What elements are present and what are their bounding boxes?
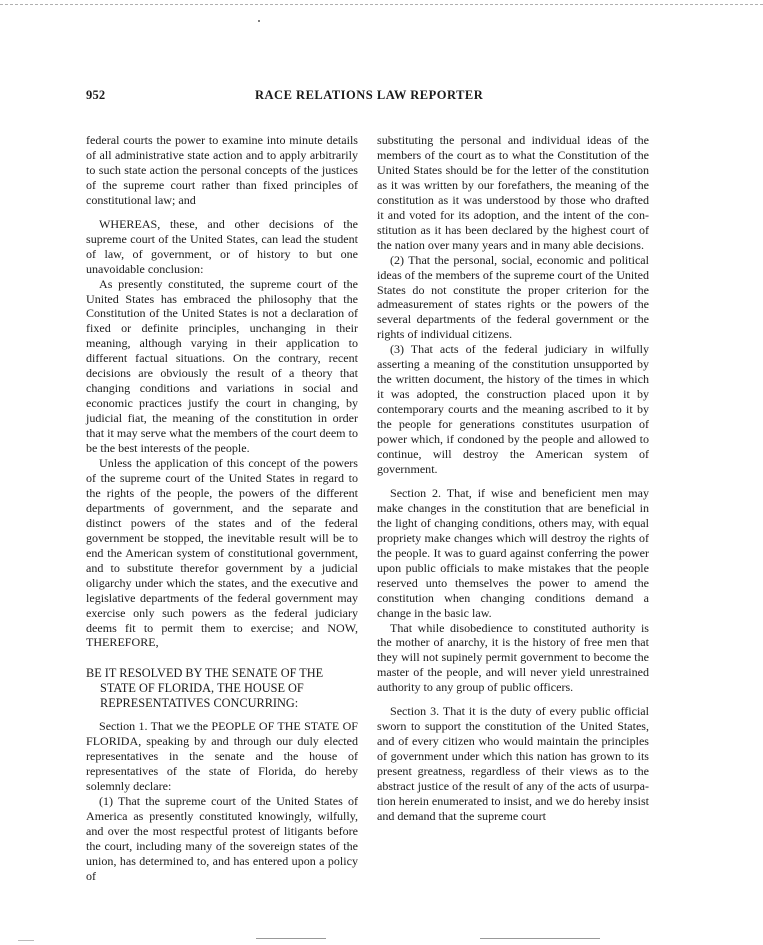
- running-title: RACE RELATIONS LAW REPORTER: [255, 88, 484, 102]
- paragraph: Section 1. That we the PEOPLE OF THE STATE OF FLORIDA, speaking by and through our duly elected representatives in the senate and the house of representatives of the state of Florida, do hereby solemnly declare:: [86, 719, 358, 794]
- paragraph: (2) That the personal, social, economic and political ideas of the members of the supreme court of the United States do not constitute the proper criterion for the admeasurement of states rights or the powers of the several departments of the federal government or the rights of individual citizens.: [377, 252, 649, 342]
- paragraph: federal courts the power to examine into minute details of all administrative state action and to apply arbitrarily to such state action the personal concepts of the justices of the supreme court rather than fixed principles of constitutional law; and: [86, 133, 358, 207]
- paragraph: Section 3. That it is the duty of every public official sworn to support the constitution of the United States, and of every citizen who would maintain the principles of government under which this nation has grown to its present greatness, regardless of their views as to the abstract justice of the result of any of the acts of usurpation herein enumerated to insist, and we do hereby insist and demand that the supreme court: [377, 704, 649, 823]
- scan-speck: [258, 20, 260, 22]
- resolution-heading: [86, 666, 358, 711]
- right-column: [377, 133, 649, 824]
- paragraph: WHEREAS, these, and other decisions of the supreme court of the United States, can lead the student of law, of government, or of history to but one unavoidable conclusion:: [86, 216, 358, 276]
- resolution-heading-line: REPRESENTATIVES CONCURRING:: [100, 696, 299, 711]
- paragraph: That while disobedience to constituted authority is the mother of anarchy, it is the history of free men that they will not supinely permit government to become the master of the people, and will never yield unrestrained authority to any group of public officers.: [377, 620, 649, 695]
- paragraph: (1) That the supreme court of the United States of America as presently constituted knowingly, wilfully, and over the most respectful protest of litigants before the court, including many of the sovereign states of the union, has determined to, and has entered upon a policy of: [86, 794, 358, 883]
- paragraph: Unless the application of this concept of the powers of the supreme court of the United States in regard to the rights of the people, the powers of the different departments of government, and the separate and distinct powers of the states and of the federal government be stopped, the inevitable result will be to end the American system of constitutional government, and to substitute therefor government by a judicial oligarchy under which the states, and the executive and legislative departments of the federal government may exercise only such powers as the federal judiciary deems fit to permit them to exercise; and NOW, THEREFORE,: [86, 456, 358, 650]
- scan-top-border: [0, 4, 763, 5]
- paragraph: (3) That acts of the federal judiciary in wilfully asserting a meaning of the constitution unsupported by the written document, the history of the times in which it was adopted, the construction placed upon it by contemporary courts and the meaning ascribed to it by the people for generations constitutes usurpation of power which, if condoned by the people and allowed to continue, will destroy the American system of government.: [377, 342, 649, 476]
- scan-margin-mark: [18, 940, 34, 941]
- footer-rule: [480, 938, 600, 939]
- resolution-heading-line: BE IT RESOLVED BY THE SENATE OF THE: [86, 666, 324, 681]
- paragraph: substituting the personal and individual ideas of the members of the court as to what the Constitution of the United States should be for the letter of the constitution as it was written by our forefathers, the meaning of the constitution as it was understood by those who drafted it and voted for its adoption, and the intent of the constitution as it has been declared by the highest court of the nation over many years and in many able decisions.: [377, 133, 649, 252]
- paragraph: Section 2. That, if wise and beneficient men may make changes in the constitution that are beneficial in the light of changing conditions, others may, with equal propriety make changes which will destroy the rights of the people. It was to guard against conferring the power upon public officials to make mistakes that the people reserved unto themselves the power to amend the constitution when changing conditions demand a change in the basic law.: [377, 485, 649, 620]
- paragraph: As presently constituted, the supreme court of the United States has embraced the philosophy that the Constitution of the United States is not a declaration of fixed or definite principles, unchanging in their meaning, although varying in their application to different factual situations. On the contrary, recent decisions are obviously the result of a theory that changing conditions and variations in social and economic practices justify the court in changing, by judicial fiat, the meaning of the constitution in order that it may serve what the members of the court deem to be the best interests of the people.: [86, 276, 358, 456]
- page-number: 952: [86, 88, 106, 102]
- footer-rule: [256, 938, 326, 939]
- resolution-heading-line: STATE OF FLORIDA, THE HOUSE OF: [100, 681, 304, 696]
- left-column: [86, 133, 358, 884]
